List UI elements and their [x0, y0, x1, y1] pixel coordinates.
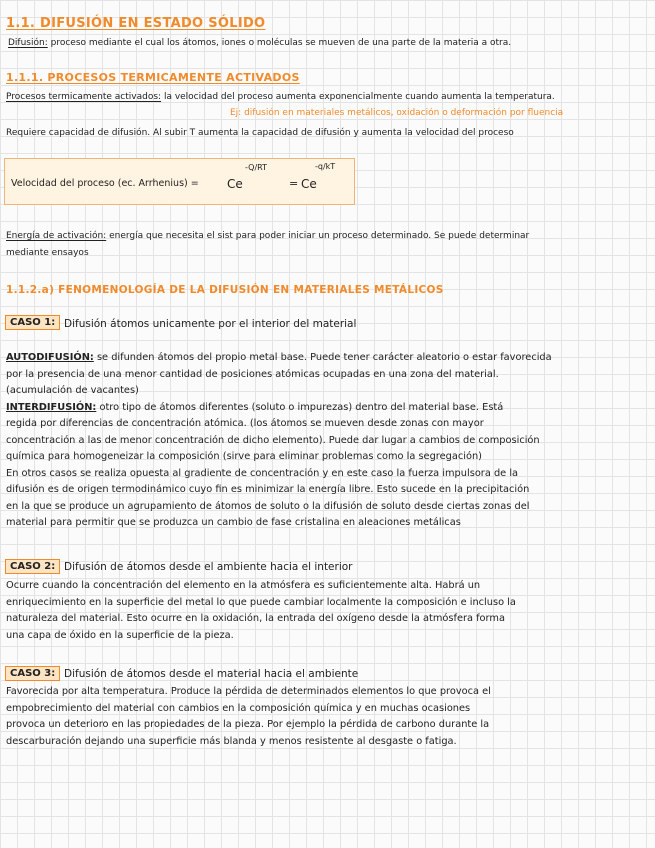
both-text-4: material para permitir que se produzca un cambio de fase cristalina en aleaciones metálicas	[6, 517, 461, 528]
formula-label: Velocidad del proceso (ec. Arrhenius) =	[11, 178, 199, 189]
interdifusion-text-3: concentración a las de menor concentración de dicho elemento). Puede dar lugar a cambios de composición	[6, 434, 540, 446]
definition-label: Difusión:	[8, 38, 48, 48]
heading-1-1-1: 1.1.1. PROCESOS TERMICAMENTE ACTIVADOS	[6, 71, 300, 84]
both-text-1: En otros casos se realiza opuesta al gradiente de concentración y en este caso la fuerza impulsora de la	[6, 467, 519, 479]
definition-text: proceso mediante el cual los átomos, iones o moléculas se mueven de una parte de la materia a otra.	[50, 38, 512, 48]
heading-1-1: 1.1. DIFUSIÓN EN ESTADO SÓLIDO	[6, 16, 266, 31]
processes-line	[6, 92, 555, 102]
case-2-text-4: una capa de óxido en la superficie de la pieza.	[6, 629, 234, 641]
requires-line: Requiere capacidad de difusión. Al subir T aumenta la capacidad de difusión y aumenta la velocidad del proceso	[6, 128, 514, 138]
formula-ce-2: Ce	[301, 177, 317, 191]
case-2-text-3: naturaleza del material. Esto ocurre en la oxidación, la entrada del oxígeno desde la atmósfera forma	[6, 613, 505, 624]
activation-line-1	[6, 231, 529, 241]
activation-label: Energía de activación:	[6, 231, 107, 241]
case-1-badge: CASO 1:	[5, 315, 60, 330]
interdifusion-text-4: química para homogeneizar la composición (sirve para eliminar problemas como la segregación)	[6, 451, 482, 462]
both-text-2: difusión es de origen termodinámico cuyo fin es minimizar la energía libre. Esto sucede en la precipitación	[6, 484, 530, 495]
case-2-badge: CASO 2:	[5, 559, 60, 574]
arrhenius-formula-box	[4, 158, 355, 205]
case-3-title: Difusión de átomos desde el material hacia el ambiente	[64, 668, 359, 680]
autodifusion-text-2: por la presencia de una menor cantidad de posiciones atómicas ocupadas en una zona del material.	[6, 368, 499, 380]
formula-equals: =	[289, 177, 299, 190]
case-3-text-4: descarburación dejando una superficie más blanda y menos resistente al desgaste o fatiga.	[6, 735, 457, 747]
interdifusion-label: INTERDIFUSIÓN:	[6, 401, 97, 413]
formula-ce-1: Ce	[227, 177, 243, 191]
case-2-text-2: enriquecimiento en la superficie del metal lo que puede cambiar localmente la composición e incluso la	[6, 596, 516, 608]
case-2-text-1: Ocurre cuando la concentración del elemento en la atmósfera es suficientemente alta. Habrá un	[6, 580, 481, 591]
case-3-badge: CASO 3:	[5, 666, 60, 681]
autodifusion-label: AUTODIFUSIÓN:	[6, 352, 94, 363]
case-1-title: Difusión átomos unicamente por el interior del material	[64, 318, 357, 330]
formula-exponent-1: -Q/RT	[245, 163, 268, 172]
both-text-3: en la que se produce un agrupamiento de átomos de soluto o la difusión de soluto desde ciertas zonas del	[6, 500, 530, 512]
interdifusion-text-1: otro tipo de átomos diferentes (soluto o impurezas) dentro del material base. Está	[99, 401, 504, 413]
case-3-text-1: Favorecida por alta temperatura. Produce la pérdida de determinados elementos lo que provoca el	[6, 686, 491, 697]
activation-text: energía que necesita el sist para poder iniciar un proceso determinado. Se puede determinar	[109, 231, 530, 241]
processes-label: Procesos termicamente activados:	[6, 92, 162, 102]
interdifusion-text-2: regida por diferencias de concentración atómica. (los átomos se mueven desde zonas con mayor	[6, 418, 484, 429]
processes-example: Ej: difusión en materiales metálicos, oxidación o deformación por fluencia	[230, 108, 564, 118]
definition-line	[8, 38, 511, 48]
autodifusion-text-3: (acumulación de vacantes)	[6, 385, 139, 396]
autodifusion-paragraph	[6, 350, 651, 532]
case-3-paragraph	[6, 684, 651, 750]
formula-exponent-2: -q/kT	[315, 162, 336, 171]
heading-1-1-2a: 1.1.2.a) FENOMENOLOGÍA DE LA DIFUSIÓN EN MATERIALES METÁLICOS	[6, 284, 444, 296]
case-3-text-2: empobrecimiento del material con cambios en la composición química y en muchas ocasiones	[6, 702, 471, 714]
activation-line-2: mediante ensayos	[6, 248, 89, 258]
processes-text: la velocidad del proceso aumenta exponencialmente cuando aumenta la temperatura.	[163, 92, 555, 102]
case-3-text-3: provoca un deterioro en las propiedades de la pieza. Por ejemplo la pérdida de carbono durante la	[6, 719, 490, 730]
case-2-title: Difusión de átomos desde el ambiente hacia el interior	[64, 561, 353, 573]
autodifusion-text-1: se difunden átomos del propio metal base. Puede tener carácter aleatorio o estar favorecida	[96, 352, 552, 363]
case-2-paragraph	[6, 578, 651, 644]
